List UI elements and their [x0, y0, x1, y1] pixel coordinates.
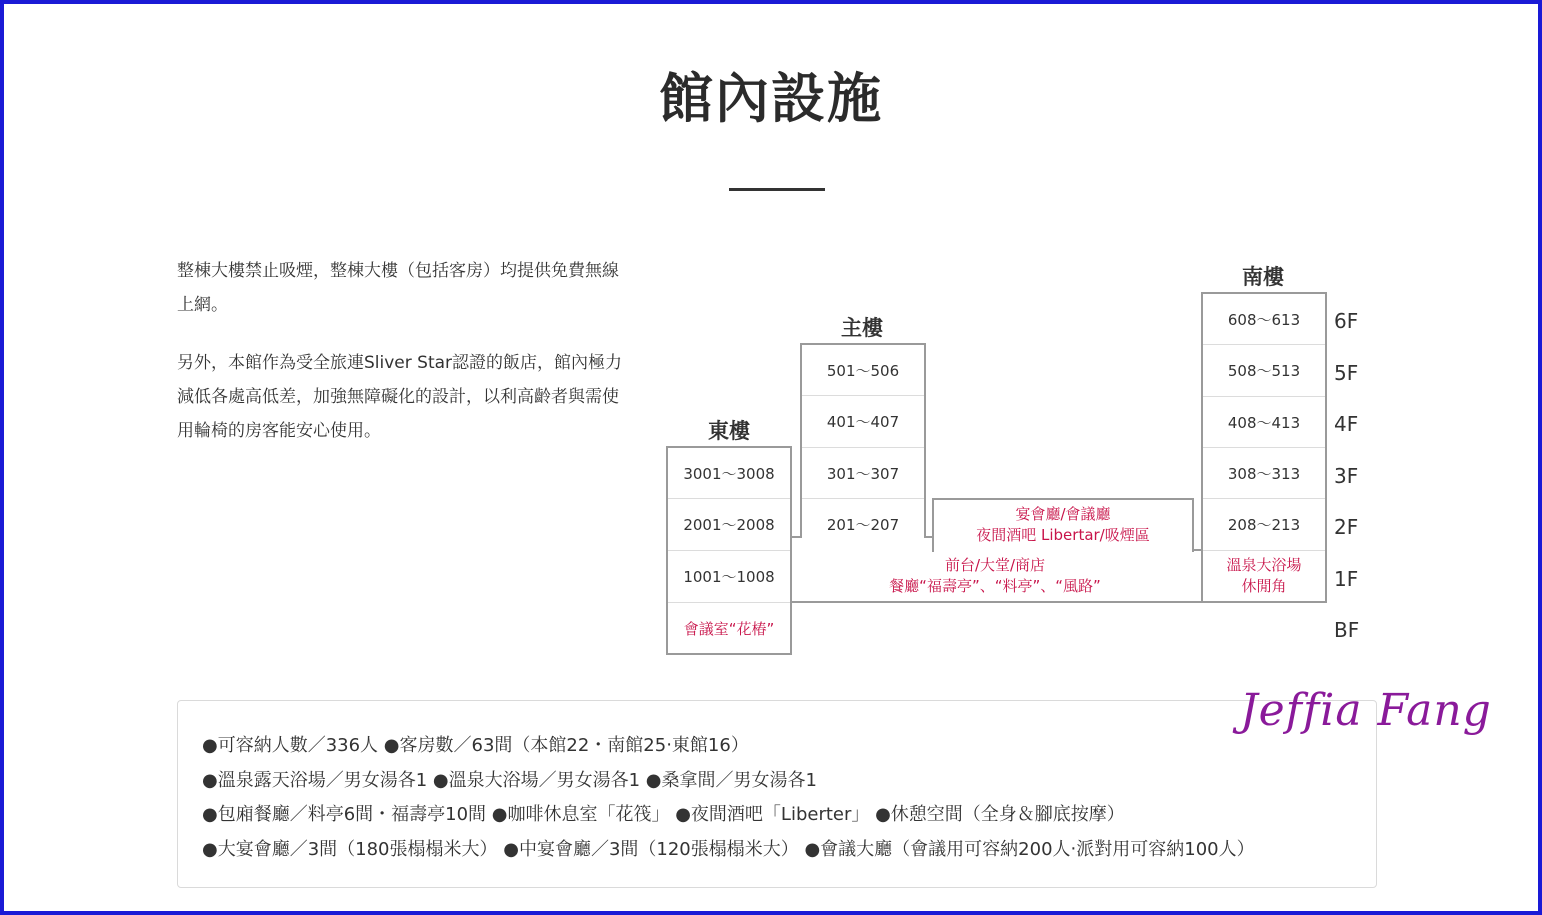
hot-spring-bath-label: 溫泉大浴場: [1226, 556, 1302, 574]
page-title: 館內設施: [659, 67, 883, 130]
room-range-south-6f: 608～613: [1227, 310, 1301, 329]
signature-watermark: Jeffia Fang: [1240, 685, 1492, 736]
banquet-hall-label: 宴會廳/會議廳: [1015, 504, 1111, 523]
hot-spring-area-label: [1203, 551, 1325, 601]
room-range-main-2f: 201～207: [826, 515, 900, 534]
connector-main-center: [924, 536, 934, 538]
room-range-main-5f: 501～506: [826, 361, 900, 380]
floor-label-1f: 1F: [1334, 567, 1359, 591]
floor-label-bf: BF: [1334, 618, 1360, 642]
connector-east-main: [790, 536, 802, 538]
connector-center-south: [1192, 549, 1203, 551]
lounge-corner-label: 休閒角: [1241, 577, 1287, 595]
room-range-east-1f: 1001～1008: [683, 568, 775, 586]
room-range-south-3f: 308～313: [1227, 464, 1301, 483]
room-range-east-3f: 3001～3008: [683, 464, 775, 483]
meeting-room-label: 會議室“花椿”: [683, 619, 775, 638]
room-range-east-2f: 2001～2008: [683, 516, 775, 534]
banquet-area-label: [934, 500, 1192, 549]
room-range-main-3f: 301～307: [826, 464, 900, 483]
room-range-south-2f: 208～213: [1227, 516, 1301, 534]
intro-paragraph-1: 整棟大樓禁止吸煙，整棟大樓（包括客房）均提供免費無線上網。: [177, 261, 619, 315]
building-name-south: 南樓: [1242, 265, 1284, 289]
room-range-south-4f: 408～413: [1227, 413, 1301, 432]
info-line-dining: ●包廂餐廳／料亭6間・福壽亭10間 ●咖啡休息室「花筏」 ●夜間酒吧「Liberter」 ●休憩空間（全身＆腳底按摩）: [202, 804, 1125, 825]
lobby-area-label: [800, 551, 1190, 601]
floor-label-4f: 4F: [1334, 412, 1359, 436]
building-name-east: 東樓: [708, 419, 750, 443]
room-range-main-4f: 401～407: [826, 413, 900, 431]
info-line-baths: ●溫泉露天浴場／男女湯各1 ●溫泉大浴場／男女湯各1 ●桑拿間／男女湯各1: [202, 769, 817, 791]
intro-text: [177, 254, 627, 472]
floor-label-6f: 6F: [1334, 309, 1359, 333]
intro-paragraph-2: 另外，本館作為受全旅連Sliver Star認證的飯店，館內極力減低各處高低差，加強無障礙化的設計，以利高齡者與需使用輪椅的房客能安心使用。: [177, 353, 623, 441]
night-bar-label: 夜間酒吧 Libertar/吸煙區: [976, 525, 1150, 544]
floor-label-2f: 2F: [1334, 515, 1359, 539]
info-line-halls: ●大宴會廳／3間（180張榻榻米大） ●中宴會廳／3間（120張榻榻米大） ●會議大廳（會議用可容納200人‧派對用可容納100人）: [202, 838, 1255, 860]
front-desk-label: 前台/大堂/商店: [944, 556, 1046, 574]
building-name-main: 主樓: [841, 316, 883, 340]
facility-info-box: [177, 700, 1377, 888]
restaurants-label: 餐廳“福壽亭”、“料亭”、“風路”: [889, 577, 1101, 595]
floor-label-3f: 3F: [1334, 464, 1359, 488]
room-range-south-5f: 508～513: [1227, 362, 1301, 380]
info-line-capacity: ●可容納人數／336人 ●客房數／63間（本館22・南館25‧東館16）: [202, 735, 749, 756]
floor-label-5f: 5F: [1334, 361, 1359, 385]
title-divider: [729, 188, 825, 191]
